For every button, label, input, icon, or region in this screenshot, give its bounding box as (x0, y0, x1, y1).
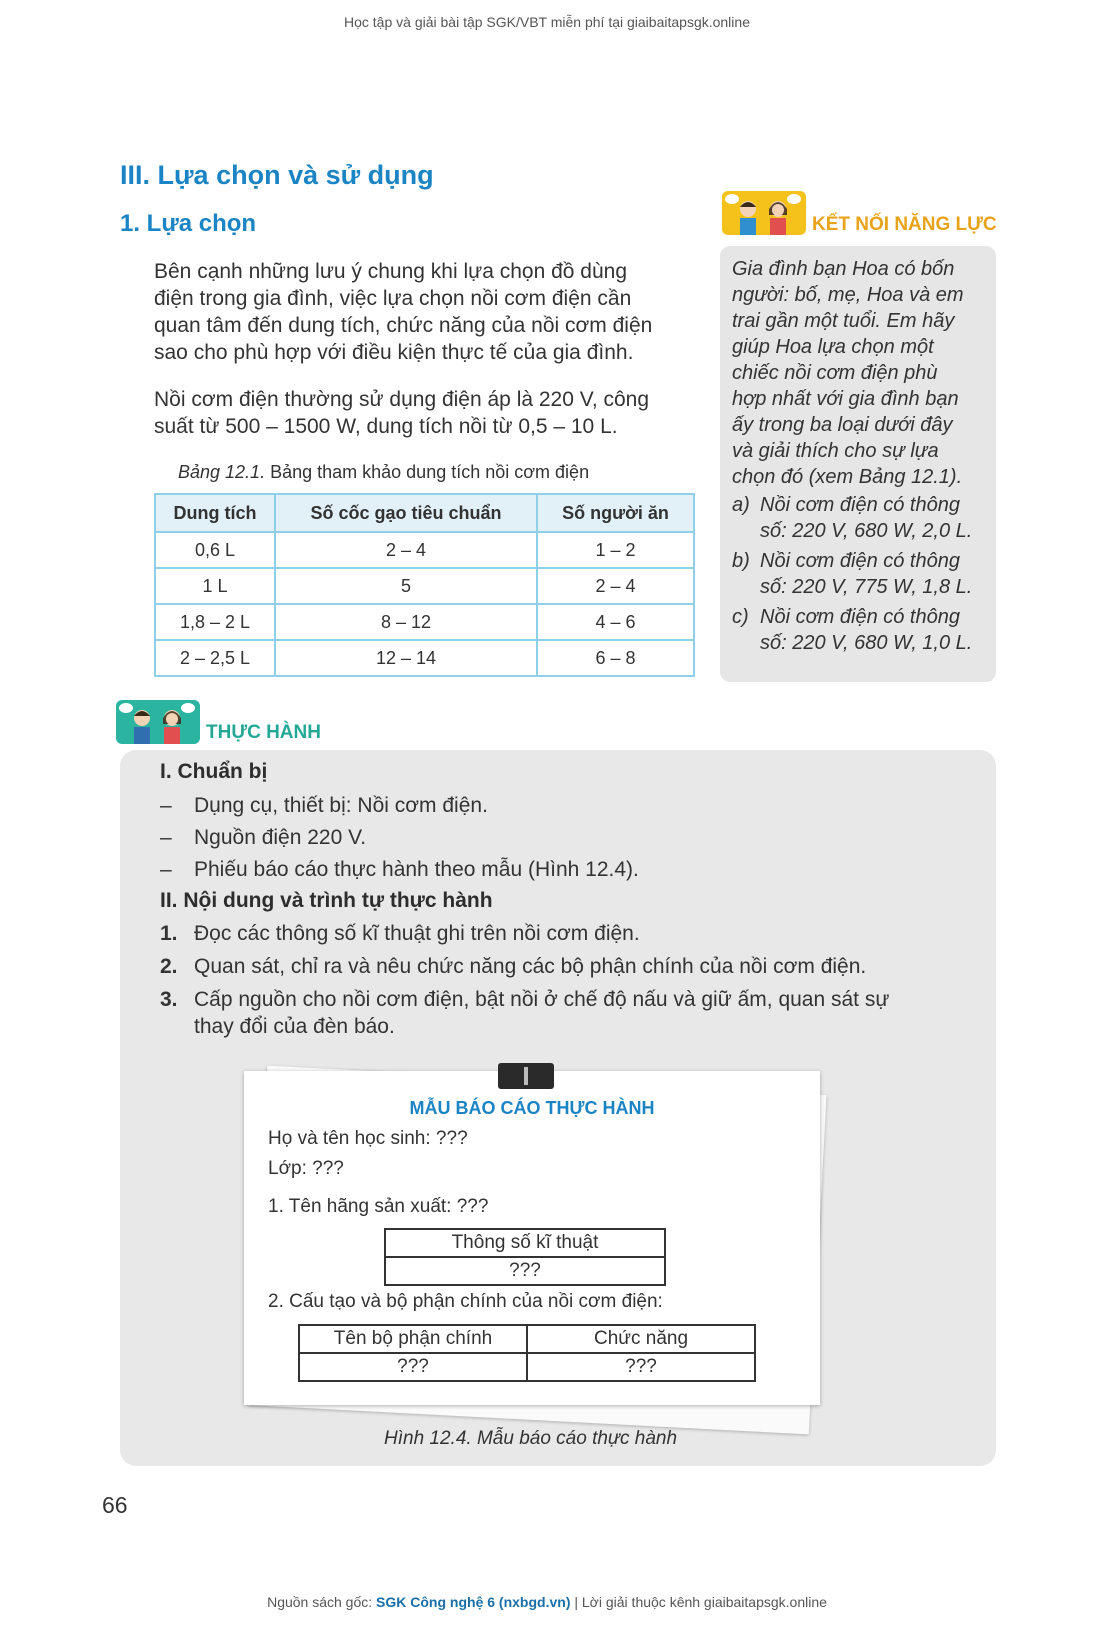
table-cell: 1 – 2 (537, 532, 694, 568)
subsection-title: 1. Lựa chọn (120, 210, 257, 237)
option-a (732, 492, 984, 544)
table-cell: 1 L (155, 568, 275, 604)
ket-noi-line: trai gần một tuổi. Em hãy (732, 310, 955, 332)
table-row (299, 1353, 755, 1381)
structure-line: 2. Cấu tạo và bộ phận chính của nồi cơm điện: (268, 1291, 663, 1312)
table-caption-label: Bảng 12.1. (178, 462, 266, 482)
manufacturer-line: 1. Tên hãng sản xuất: ??? (268, 1196, 489, 1217)
option-b (732, 548, 984, 600)
table-row (155, 640, 694, 676)
step-item (160, 986, 889, 1013)
step-number: 3. (160, 988, 178, 1011)
option-label: c) (732, 606, 749, 628)
parts-value: ??? (527, 1353, 755, 1381)
dash-icon: – (160, 794, 172, 817)
table-row (155, 604, 694, 640)
step-text: Quan sát, chỉ ra và nêu chức năng các bộ phận chính của nồi cơm điện. (194, 955, 867, 978)
table-cell: 4 – 6 (537, 604, 694, 640)
table-cell: 2 – 4 (275, 532, 537, 568)
prep-item (160, 792, 488, 819)
table-cell: 2 – 2,5 L (155, 640, 275, 676)
ket-noi-title: KẾT NỐI NĂNG LỰC (812, 214, 997, 235)
table-cell: 6 – 8 (537, 640, 694, 676)
parts-header: Chức năng (527, 1325, 755, 1353)
table-row (385, 1229, 665, 1257)
option-line: Nồi cơm điện có thông (760, 606, 960, 628)
ket-noi-line: giúp Hoa lựa chọn một (732, 336, 934, 358)
table-row (155, 568, 694, 604)
spec-value: ??? (385, 1257, 665, 1285)
ket-noi-line: Gia đình bạn Hoa có bốn (732, 258, 955, 280)
footer-note (0, 1594, 1094, 1610)
prep-item-text: Nguồn điện 220 V. (194, 826, 367, 849)
parts-value: ??? (299, 1353, 527, 1381)
prep-item-text: Phiếu báo cáo thực hành theo mẫu (Hình 12.4). (194, 858, 639, 881)
option-line: số: 220 V, 680 W, 2,0 L. (760, 520, 973, 542)
spec-table (384, 1228, 666, 1286)
binder-clip-icon (498, 1063, 554, 1089)
table-cell: 2 – 4 (537, 568, 694, 604)
table-cell: 1,8 – 2 L (155, 604, 275, 640)
table-row (385, 1257, 665, 1285)
step-number: 1. (160, 922, 178, 945)
header-note: Học tập và giải bài tập SGK/VBT miễn phí tại giaibaitapsgk.online (344, 14, 750, 30)
step-text: Cấp nguồn cho nồi cơm điện, bật nồi ở chế độ nấu và giữ ấm, quan sát sự (194, 988, 890, 1011)
ket-noi-line: chọn đó (xem Bảng 12.1). (732, 466, 963, 488)
dash-icon: – (160, 858, 172, 881)
option-line: số: 220 V, 775 W, 1,8 L. (760, 576, 973, 598)
table-caption-text: Bảng tham khảo dung tích nồi cơm điện (265, 462, 590, 482)
paragraph-line: Nồi cơm điện thường sử dụng điện áp là 220 V, công (154, 388, 650, 411)
table-header: Dung tích (155, 494, 275, 532)
ket-noi-line: và giải thích cho sự lựa (732, 440, 939, 462)
table-header-row (155, 494, 694, 532)
dash-icon: – (160, 826, 172, 849)
table-row (299, 1325, 755, 1353)
table-cell: 0,6 L (155, 532, 275, 568)
paragraph-line: quan tâm đến dung tích, chức năng của nồi cơm điện (154, 314, 653, 337)
paragraph-2 (154, 386, 694, 440)
prep-item-text: Dụng cụ, thiết bị: Nồi cơm điện. (194, 794, 488, 817)
kids-talking-icon (722, 191, 806, 235)
capacity-table (154, 493, 695, 677)
footer-suffix: | Lời giải thuộc kênh giaibaitapsgk.online (570, 1594, 827, 1610)
option-label: a) (732, 494, 750, 516)
option-line: Nồi cơm điện có thông (760, 494, 960, 516)
paragraph-line: điện trong gia đình, việc lựa chọn nồi cơm điện cần (154, 287, 632, 310)
option-line: số: 220 V, 680 W, 1,0 L. (760, 632, 973, 654)
paragraph-line: suất từ 500 – 1500 W, dung tích nồi từ 0,5 – 10 L. (154, 415, 618, 438)
step-item (160, 920, 640, 947)
option-c (732, 604, 984, 656)
ket-noi-text (732, 256, 984, 490)
table-header: Số người ăn (537, 494, 694, 532)
report-title: MẪU BÁO CÁO THỰC HÀNH (409, 1098, 655, 1118)
ket-noi-line: người: bố, mẹ, Hoa và em (732, 284, 964, 306)
prep-heading: I. Chuẩn bị (160, 760, 268, 783)
prep-item (160, 856, 639, 883)
option-line: Nồi cơm điện có thông (760, 550, 960, 572)
steps-heading: II. Nội dung và trình tự thực hành (160, 889, 493, 912)
paragraph-line: Bên cạnh những lưu ý chung khi lựa chọn đồ dùng (154, 260, 628, 283)
table-cell: 5 (275, 568, 537, 604)
table-row (155, 532, 694, 568)
ket-noi-line: chiếc nồi cơm điện phù (732, 362, 938, 384)
prep-item (160, 824, 366, 851)
parts-header: Tên bộ phận chính (299, 1325, 527, 1353)
step-item (160, 953, 866, 980)
section-title: III. Lựa chọn và sử dụng (120, 160, 434, 190)
table-caption (178, 462, 589, 483)
figure-caption: Hình 12.4. Mẫu báo cáo thực hành (384, 1428, 678, 1449)
thuc-hanh-title: THỰC HÀNH (206, 722, 321, 743)
student-name-line: Họ và tên học sinh: ??? (268, 1128, 468, 1149)
paragraph-line: sao cho phù hợp với điều kiện thực tế của gia đình. (154, 341, 634, 364)
step-number: 2. (160, 955, 178, 978)
page-number: 66 (102, 1492, 128, 1518)
ket-noi-line: ấy trong ba loại dưới đây (732, 414, 953, 436)
table-cell: 8 – 12 (275, 604, 537, 640)
footer-source-link[interactable]: SGK Công nghệ 6 (nxbgd.vn) (376, 1594, 571, 1610)
footer-prefix: Nguồn sách gốc: (267, 1594, 377, 1610)
spec-header: Thông số kĩ thuật (385, 1229, 665, 1257)
kids-practice-icon (116, 700, 200, 744)
table-cell: 12 – 14 (275, 640, 537, 676)
class-line: Lớp: ??? (268, 1158, 344, 1179)
ket-noi-line: hợp nhất với gia đình bạn (732, 388, 959, 410)
step-text: Đọc các thông số kĩ thuật ghi trên nồi cơm điện. (194, 922, 640, 945)
parts-table (298, 1324, 756, 1382)
paragraph-1 (154, 258, 694, 366)
table-header: Số cốc gạo tiêu chuẩn (275, 494, 537, 532)
step-text-continued: thay đổi của đèn báo. (194, 1015, 395, 1038)
option-label: b) (732, 550, 750, 572)
